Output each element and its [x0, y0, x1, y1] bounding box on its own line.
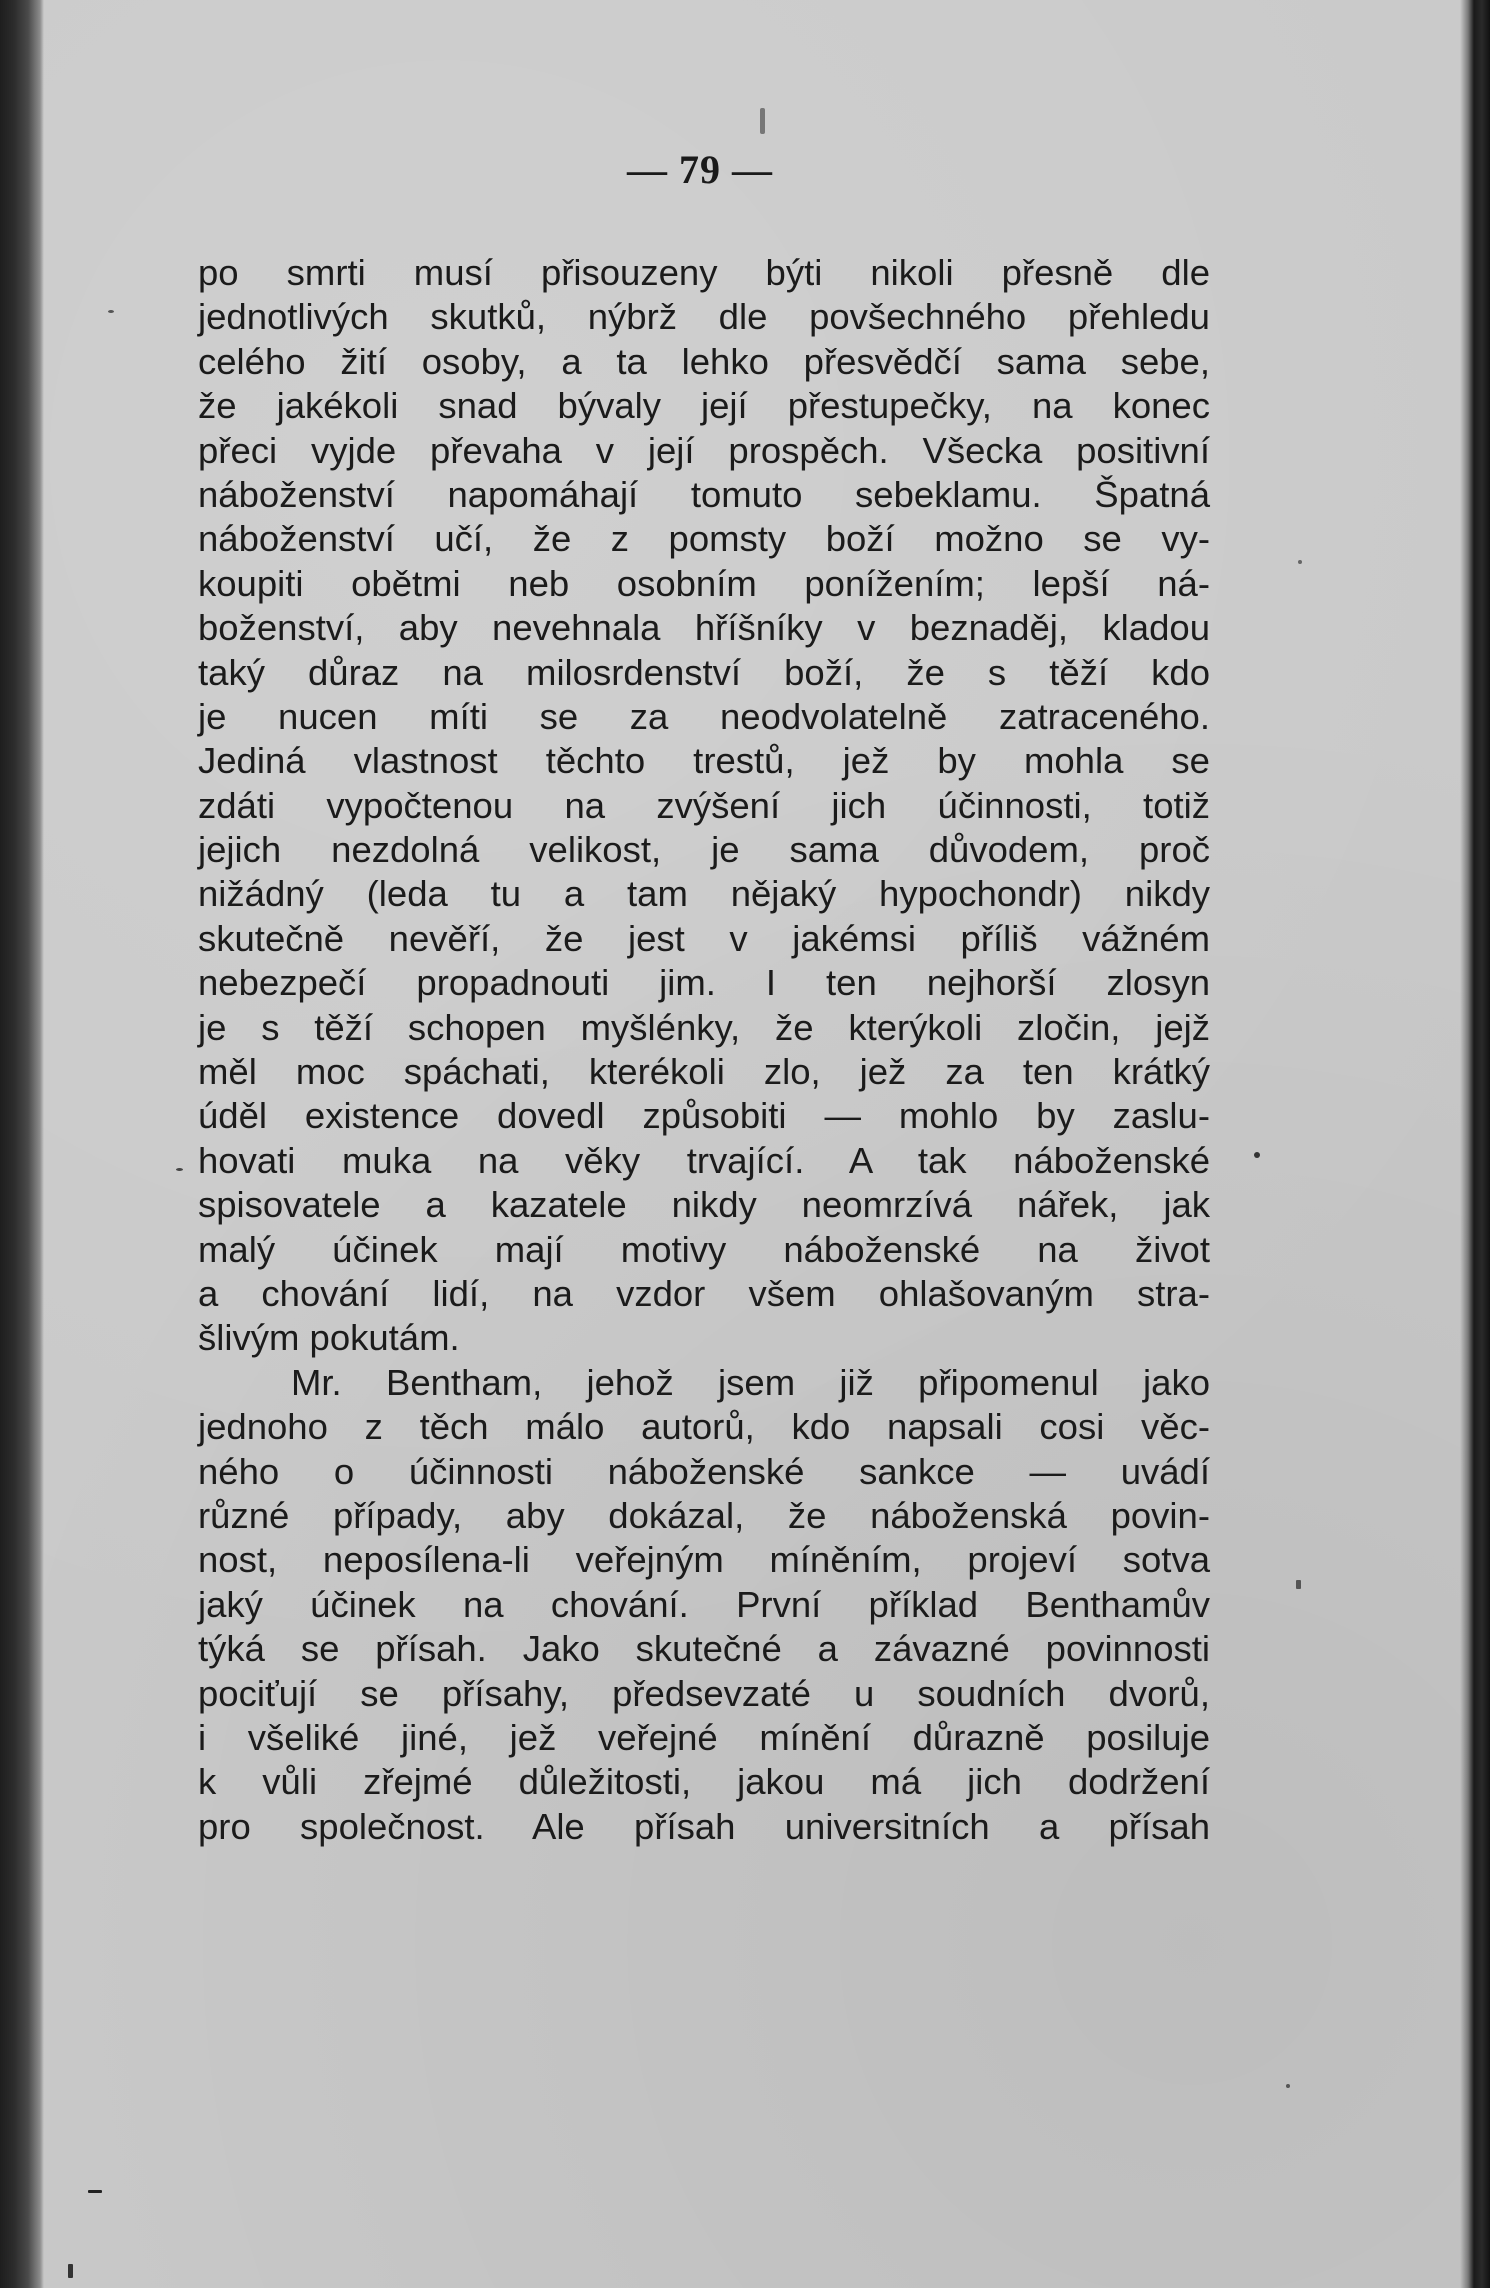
- text-line: ného o účinnosti náboženské sankce — uvádí: [198, 1450, 1210, 1492]
- ink-speck: [88, 2190, 102, 2193]
- text-line: šlivým pokutám.: [198, 1317, 460, 1359]
- ink-speck: [176, 1168, 183, 1171]
- text-line: spisovatele a kazatele nikdy neomrzívá nářek, jak: [198, 1184, 1210, 1226]
- text-line: že jakékoli snad bývaly její přestupečky, na konec: [198, 385, 1210, 427]
- text-line: boženství, aby nevehnala hříšníky v beznaděj, kladou: [198, 607, 1210, 649]
- text-line: jednotlivých skutků, nýbrž dle povšechného přehledu: [198, 296, 1210, 338]
- book-binding-edge: [0, 0, 44, 2288]
- page-edge: [1460, 0, 1490, 2288]
- text-line: zdáti vypočtenou na zvýšení jich účinnosti, totiž: [198, 784, 1210, 826]
- ink-speck: [68, 2264, 73, 2278]
- text-line: malý účinek mají motivy náboženské na život: [198, 1228, 1210, 1270]
- text-line: pociťují se přísahy, předsevzaté u soudních dvorů,: [198, 1672, 1210, 1714]
- text-line: náboženství napomáhají tomuto sebeklamu. Špatná: [198, 473, 1210, 515]
- text-line: celého žití osoby, a ta lehko přesvědčí sama sebe,: [198, 340, 1210, 382]
- text-line: je s těží schopen myšlénky, že kterýkoli zločin, jejž: [198, 1006, 1210, 1048]
- text-line: hovati muka na věky trvající. A tak náboženské: [198, 1139, 1210, 1181]
- text-line: pro společnost. Ale přísah universitních a přísah: [198, 1805, 1210, 1847]
- ink-speck: [1298, 560, 1302, 564]
- text-line: nižádný (leda tu a tam nějaký hypochondr) nikdy: [198, 873, 1210, 915]
- text-line: týká se přísah. Jako skutečné a závazné povinnosti: [198, 1628, 1210, 1670]
- text-line: a chování lidí, na vzdor všem ohlašovaným stra-: [198, 1272, 1210, 1314]
- text-line: k vůli zřejmé důležitosti, jakou má jich dodržení: [198, 1761, 1210, 1803]
- text-line: i všeliké jiné, jež veřejné mínění důrazně posiluje: [198, 1716, 1210, 1758]
- ink-speck: [1254, 1152, 1260, 1158]
- body-text: [198, 251, 1210, 1849]
- text-line: Jediná vlastnost těchto trestů, jež by mohla se: [198, 740, 1210, 782]
- text-line: jejich nezdolná velikost, je sama důvodem, proč: [198, 829, 1210, 871]
- ink-speck: [1296, 1580, 1301, 1589]
- text-line: skutečně nevěří, že jest v jakémsi příliš vážném: [198, 917, 1210, 959]
- text-line: jaký účinek na chování. První příklad Benthamův: [198, 1583, 1210, 1625]
- ink-speck: [1286, 2084, 1290, 2088]
- text-line: měl moc spáchati, kterékoli zlo, jež za ten krátký: [198, 1051, 1210, 1093]
- text-line: nebezpečí propadnouti jim. I ten nejhorší zlosyn: [198, 962, 1210, 1004]
- ink-speck: [108, 310, 114, 313]
- text-line: koupiti obětmi neb osobním ponížením; lepší ná-: [198, 562, 1210, 604]
- text-line: náboženství učí, že z pomsty boží možno se vy-: [198, 518, 1210, 560]
- text-line: jednoho z těch málo autorů, kdo napsali cosi věc-: [198, 1406, 1210, 1448]
- ink-speck: [760, 108, 765, 134]
- text-line: taký důraz na milosrdenství boží, že s těží kdo: [198, 651, 1210, 693]
- text-line: Mr. Bentham, jehož jsem již připomenul jako: [291, 1361, 1210, 1403]
- text-line: úděl existence dovedl způsobiti — mohlo by zaslu-: [198, 1095, 1210, 1137]
- text-line: po smrti musí přisouzeny býti nikoli přesně dle: [198, 252, 1210, 293]
- text-line: různé případy, aby dokázal, že náboženská povin-: [198, 1494, 1210, 1536]
- text-line: nost, neposílena-li veřejným míněním, projeví sotva: [198, 1539, 1210, 1581]
- text-line: přeci vyjde převaha v její prospěch. Všecka positivní: [198, 429, 1210, 471]
- page-number: — 79 —: [627, 147, 773, 192]
- text-line: je nucen míti se za neodvolatelně zatraceného.: [198, 695, 1210, 737]
